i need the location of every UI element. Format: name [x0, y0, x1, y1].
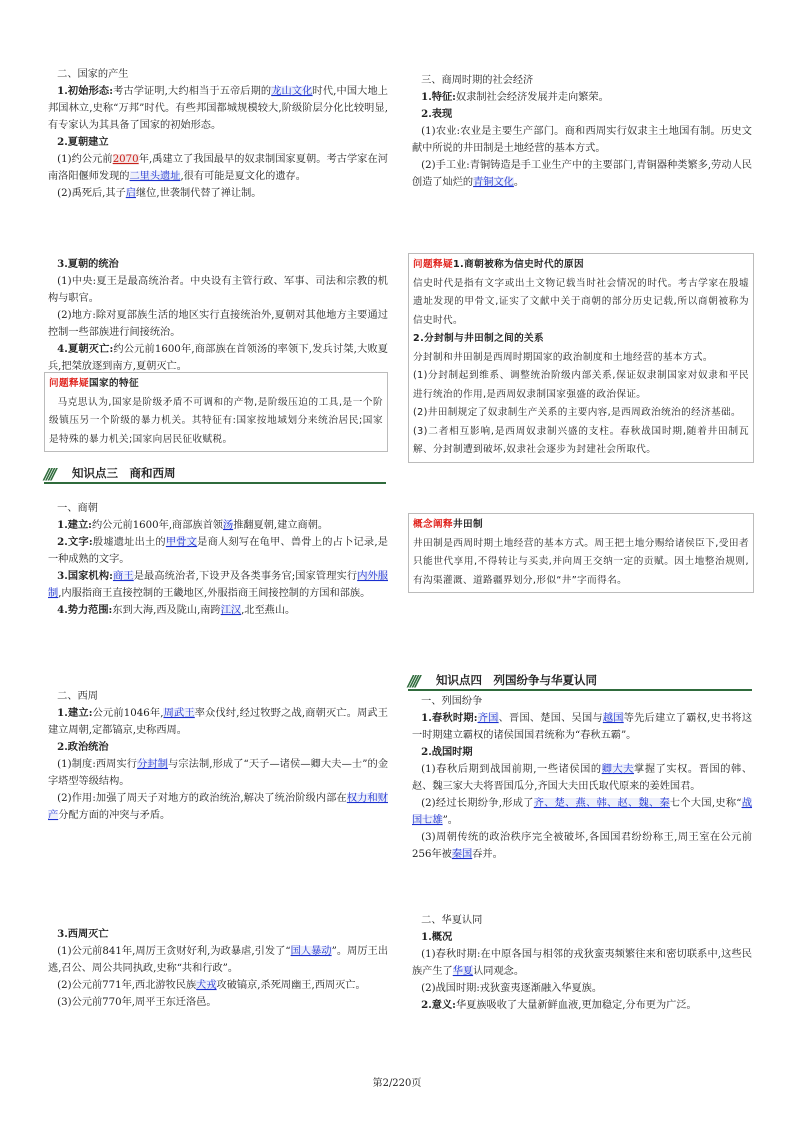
keyword-link[interactable]: 越国 — [602, 713, 624, 724]
text-segment: (1)春秋时期:在中原各国与相邻的戎狄蛮夷频繁往来和密切联系中,这些民族产生了 — [412, 949, 752, 977]
text-segment: 3.国家机构: — [57, 570, 113, 582]
text-segment: 一、列国纷争 — [421, 696, 483, 707]
keyword-link[interactable]: 犬戎 — [196, 980, 217, 991]
text-segment: 与宗法制,形成了“天子—诸侯—卿大夫—士”的金字塔型等级结构。 — [48, 759, 389, 787]
text-segment: 二、西周 — [57, 691, 98, 702]
paragraph — [413, 349, 749, 368]
paragraph — [48, 739, 388, 756]
text-segment: 、晋国、楚国、吴国与 — [498, 713, 603, 724]
text-segment: 2.分封制与井田制之间的关系 — [413, 333, 545, 344]
text-segment: (2)手工业:青铜铸造是手工业生产中的主要部门,青铜器种类繁多,劳动人民创造了灿烂的 — [412, 160, 752, 188]
paragraph — [412, 89, 752, 106]
paragraph — [412, 693, 752, 710]
section-shang — [48, 500, 388, 619]
keyword-link[interactable]: 青铜文化 — [473, 177, 514, 188]
section-state-origin — [48, 66, 388, 202]
text-segment: (2)禹死后,其子 — [57, 188, 126, 199]
keyword-link[interactable]: 二里头遗址 — [129, 171, 181, 182]
knowledge-point-4-heading — [408, 671, 752, 691]
text-segment: 推翻夏朝,建立商朝。 — [233, 520, 329, 531]
text-segment: 2.战国时期 — [421, 746, 473, 758]
paragraph — [413, 275, 749, 331]
keyword-link[interactable]: 龙山文化 — [271, 86, 313, 97]
box-label: 问题释疑 — [49, 378, 89, 389]
paragraph — [48, 134, 388, 151]
concept-box-jingtian — [408, 513, 754, 593]
text-segment: 1.特征: — [421, 91, 456, 103]
text-segment: 分封制和井田制是西周时期国家的政治制度和土地经营的基本方式。 — [413, 351, 713, 363]
text-segment: 3.西周灭亡 — [57, 928, 109, 940]
section-western-zhou — [48, 688, 388, 824]
paragraph — [412, 929, 752, 946]
text-segment: 是最高统治者,下设尹及各类事务官;国家管理实行 — [133, 571, 358, 582]
text-segment: ”。周厉王出逃,召公、周公共同执政,史称“共和行政”。 — [48, 946, 389, 974]
keyword-link[interactable]: 齐、楚、燕、韩、赵、魏、秦 — [533, 798, 670, 809]
text-segment: 三、商周时期的社会经济 — [421, 75, 534, 86]
paragraph — [412, 744, 752, 761]
paragraph — [48, 517, 388, 534]
section-economy — [412, 72, 752, 191]
keyword-link[interactable]: 华夏 — [452, 966, 474, 977]
text-segment: 2.夏朝建立 — [57, 136, 109, 148]
keyword-link[interactable]: 战国七雄 — [412, 798, 753, 826]
section-zhou-fall — [48, 926, 388, 1011]
text-segment: (1)农业:农业是主要生产部门。商和西周实行奴隶主土地国有制。历史文献中所说的井田制是土地经营的基本方式。 — [412, 126, 752, 154]
paragraph — [48, 602, 388, 619]
text-segment: 殷墟遗址出土的 — [92, 537, 166, 548]
paragraph — [412, 761, 752, 795]
text-segment: 井田制 — [452, 519, 483, 530]
keyword-link[interactable]: 江汉 — [220, 605, 242, 616]
paragraph — [49, 394, 383, 450]
paragraph — [48, 705, 388, 739]
text-segment: 继位,世袭制代替了禅让制。 — [135, 188, 262, 199]
text-segment: 考古学证明,大约相当于五帝后期的 — [112, 86, 272, 97]
text-segment: (1)春秋后期到战国前期,一些诸侯国的 — [421, 764, 602, 775]
text-segment: 等先后建立了霸权,史书将这一时期建立霸权的诸侯国国君统称为“春秋五霸”。 — [412, 713, 753, 741]
text-segment: 华夏族吸收了大量新鲜血液,更加稳定,分布更为广泛。 — [455, 1000, 697, 1011]
paragraph — [48, 83, 388, 134]
paragraph — [48, 341, 388, 375]
text-segment: ”。 — [442, 815, 458, 826]
box-label: 问题释疑 — [413, 259, 453, 270]
text-segment: 率众伐纣,经过牧野之战,商朝灭亡。周武王建立周朝,定都镐京,史称西周。 — [48, 708, 388, 736]
paragraph — [48, 307, 388, 341]
heading-title: 知识点四 列国纷争与华夏认同 — [436, 673, 597, 687]
text-segment: (2)井田制规定了奴隶制生产关系的主要内容,是西周政治统治的经济基础。 — [413, 407, 742, 418]
text-segment: 年,禹建立了我国最早的奴隶制国家夏朝。考古学家在河南洛阳偃师发现的 — [48, 154, 388, 182]
text-segment: 七个大国,史称“ — [669, 798, 742, 809]
paragraph — [48, 256, 388, 273]
text-segment: 。 — [513, 177, 525, 188]
paragraph — [49, 375, 383, 394]
paragraph — [412, 997, 752, 1014]
keyword-link[interactable]: 周武王 — [163, 708, 195, 719]
paragraph — [413, 404, 749, 423]
paragraph — [412, 106, 752, 123]
paragraph — [413, 535, 749, 591]
text-segment: 约公元前1600年,商部族首领 — [91, 520, 223, 531]
paragraph — [48, 977, 388, 994]
text-segment: 吞并。 — [472, 849, 503, 860]
text-segment: 2.文字: — [57, 536, 93, 548]
text-segment: 1.建立: — [57, 707, 93, 719]
text-segment: ,北至燕山。 — [241, 605, 296, 616]
text-segment: 是商人刻写在龟甲、兽骨上的占卜记录,是一种成熟的文字。 — [48, 537, 388, 565]
keyword-link[interactable]: 汤 — [223, 520, 234, 531]
text-segment: ,内服指商王直接控制的王畿地区,外服指商王间接控制的方国和部族。 — [58, 588, 371, 599]
text-segment: 2.意义: — [421, 999, 456, 1011]
paragraph — [412, 710, 752, 744]
heading-bars-icon: //// — [408, 672, 418, 690]
paragraph — [48, 151, 388, 185]
text-segment: (3)二者相互影响,是西周奴隶制兴盛的支柱。春秋战国时期,随着井田制瓦解、分封制遭到破坏,奴隶社会逐步为封建社会所取代。 — [413, 425, 749, 455]
paragraph — [48, 943, 388, 977]
paragraph — [48, 790, 388, 824]
text-segment: (2)作用:加强了周天子对地方的政治统治,解决了统治阶级内部在 — [57, 793, 347, 804]
text-segment: 2.表现 — [421, 108, 453, 120]
keyword-link[interactable]: 2070 — [112, 154, 139, 165]
qa-box-shang-history — [408, 253, 754, 463]
keyword-link[interactable]: 商王 — [112, 571, 134, 582]
text-segment: 井田制是西周时期土地经营的基本方式。周王把土地分赐给诸侯臣下,受田者只能世代享用,不得转让与买卖,并向周王交纳一定的贡赋。因土地整治规则,有沟渠灌溉、道路疆界划分,形似“井”字而得名。 — [413, 537, 749, 586]
text-segment: 4.夏朝灭亡: — [57, 343, 114, 355]
paragraph — [412, 980, 752, 997]
keyword-link[interactable]: 启 — [125, 188, 136, 199]
text-segment: 二、华夏认同 — [421, 915, 483, 926]
paragraph — [48, 926, 388, 943]
paragraph — [413, 423, 749, 460]
text-segment: 掌握了实权。晋国的韩、赵、魏三家大夫将晋国瓜分,齐国大夫田氏取代原来的姜姓国君。 — [412, 764, 753, 792]
text-segment: (2)战国时期:戎狄蛮夷逐渐融入华夏族。 — [421, 983, 603, 994]
heading-title: 知识点三 商和西周 — [72, 466, 176, 480]
paragraph — [413, 516, 749, 535]
text-segment: 公元前1046年, — [92, 708, 164, 719]
paragraph — [48, 273, 388, 307]
text-segment: 时代,中国大地上邦国林立,史称“万邦”时代。有些邦国都城规模较大,阶级阶层分化比较明显,有专家认为其具备了国家的初始形态。 — [48, 86, 388, 131]
text-segment: 攻破镐京,杀死周幽王,西周灭亡。 — [216, 980, 366, 991]
paragraph — [413, 330, 749, 349]
paragraph — [48, 185, 388, 202]
text-segment: 东到大海,西及陇山,南跨 — [112, 605, 221, 616]
section-huaxia-identity — [412, 912, 752, 1014]
text-segment: 信史时代是指有文字或出土文物记载当时社会情况的时代。考古学家在殷墟遗址发现的甲骨文,证实了文献中关于商朝的部分历史记载,所以商朝被称为信史时代。 — [413, 277, 749, 326]
text-segment: 一、商朝 — [57, 503, 98, 514]
keyword-link[interactable]: 内外服制 — [48, 571, 388, 599]
keyword-link[interactable]: 权力和财产 — [48, 793, 388, 821]
text-segment: (1)约公元前 — [57, 154, 113, 165]
paragraph — [413, 256, 749, 275]
text-segment: 马克思认为,国家是阶级矛盾不可调和的产物,是阶级压迫的工具,是一个阶级镇压另一个阶级的暴力机关。其特征有:国家按地域划分来统治居民;国家是特殊的暴力机关;国家向居民征收赋税。 — [49, 396, 383, 445]
paragraph — [412, 912, 752, 929]
text-segment: 1.初始形态: — [57, 85, 113, 97]
paragraph — [412, 829, 752, 863]
paragraph — [48, 534, 388, 568]
text-segment: 1.建立: — [57, 519, 92, 531]
keyword-link[interactable]: 秦国 — [451, 849, 473, 860]
text-segment: 二、国家的产生 — [57, 69, 129, 80]
text-segment: (1)分封制起到维系、调整统治阶级内部关系,保证奴隶制国家对奴隶和平民进行统治的作用,是西周奴隶制国家强盛的政治保证。 — [413, 370, 749, 400]
paragraph — [412, 157, 752, 191]
text-segment: 1.商朝被称为信史时代的原因 — [452, 259, 585, 270]
paragraph — [48, 500, 388, 517]
keyword-link[interactable]: 齐国 — [477, 713, 499, 724]
text-segment: (2)地方:除对夏部族生活的地区实行直接统治外,夏朝对其他地方主要通过控制一些部族进行间接统治。 — [48, 310, 388, 338]
text-segment: (2)公元前771年,西北游牧民族 — [57, 980, 197, 991]
text-segment: 4.势力范围: — [57, 604, 113, 616]
text-segment: (1)公元前841年,周厉王贪财好利,为政暴虐,引发了“ — [57, 946, 291, 957]
qa-box-state-features — [44, 372, 388, 452]
keyword-link[interactable]: 国人暴动 — [290, 946, 332, 957]
text-segment: (1)中央:夏王是最高统治者。中央设有主管行政、军事、司法和宗教的机构与职官。 — [48, 276, 388, 304]
text-segment: (3)周朝传统的政治秩序完全被破坏,各国国君纷纷称王,周王室在公元前256年被 — [412, 832, 752, 860]
text-segment: ,很有可能是夏文化的遗存。 — [180, 171, 306, 182]
text-segment: 3.夏朝的统治 — [57, 258, 119, 270]
section-state-rivalry — [412, 693, 752, 863]
text-segment: 1.概况 — [421, 931, 453, 943]
paragraph — [412, 946, 752, 980]
box-label: 概念阐释 — [413, 519, 453, 530]
paragraph — [412, 72, 752, 89]
text-segment: 国家的特征 — [88, 378, 139, 389]
text-segment: (1)制度:西周实行 — [57, 759, 138, 770]
text-segment: (3)公元前770年,周平王东迁洛邑。 — [57, 997, 217, 1008]
text-segment: 奴隶制社会经济发展并走向繁荣。 — [455, 92, 609, 103]
text-segment: (2)经过长期纷争,形成了 — [421, 798, 534, 809]
heading-bars-icon: //// — [44, 465, 54, 483]
paragraph — [412, 123, 752, 157]
text-segment: 认同观念。 — [473, 966, 525, 977]
paragraph — [413, 367, 749, 404]
text-segment: 约公元前1600年,商部族在首领汤的率领下,发兵讨桀,大败夏兵,把桀放逐到南方,夏朝灭亡。 — [48, 344, 388, 372]
keyword-link[interactable]: 卿大夫 — [601, 764, 635, 775]
paragraph — [48, 568, 388, 602]
page-number: 第2/220页 — [372, 1078, 422, 1089]
paragraph — [48, 994, 388, 1011]
text-segment: 分配方面的冲突与矛盾。 — [58, 810, 171, 821]
paragraph — [48, 756, 388, 790]
paragraph — [412, 795, 752, 829]
knowledge-point-3-heading — [44, 464, 386, 484]
keyword-link[interactable]: 分封制 — [137, 759, 169, 770]
text-segment: 1.春秋时期: — [421, 712, 478, 724]
keyword-link[interactable]: 甲骨文 — [165, 537, 198, 548]
paragraph — [48, 66, 388, 83]
section-xia-rule — [48, 256, 388, 375]
paragraph — [48, 688, 388, 705]
text-segment: 2.政治统治 — [57, 741, 109, 753]
